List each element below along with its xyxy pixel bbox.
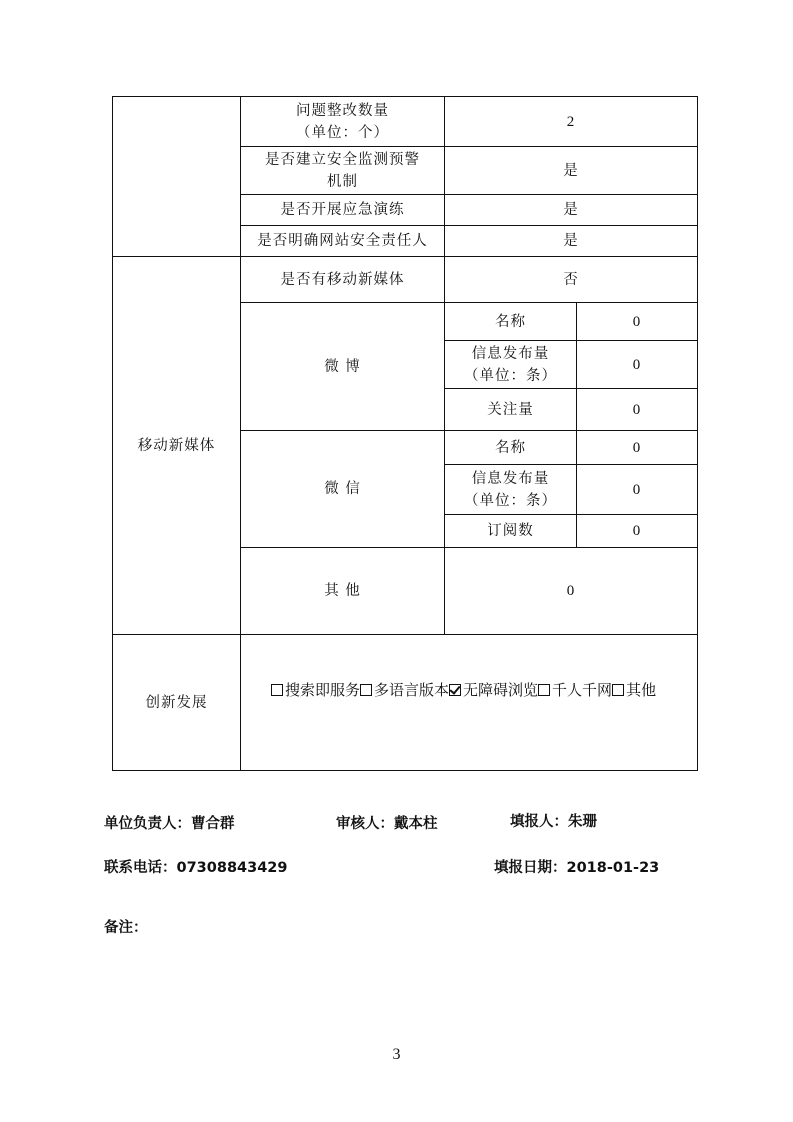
weibo-follow-value: 0 (577, 389, 698, 431)
wechat-posts-value: 0 (577, 465, 698, 515)
option-label: 多语言版本 (374, 681, 450, 699)
responsible-label: 是否明确网站安全责任人 (241, 226, 445, 257)
option-label: 其他 (626, 681, 657, 699)
wechat-sub-label: 订阅数 (445, 515, 577, 548)
monitor-label-line2: 机制 (327, 173, 358, 190)
weibo-label: 微 博 (241, 303, 445, 431)
report-table (112, 96, 698, 771)
option-personalized[interactable] (538, 681, 612, 699)
weibo-follow-label: 关注量 (445, 389, 577, 431)
remark-label: 备注： (104, 920, 148, 936)
checkbox-unchecked-icon[interactable] (538, 684, 550, 696)
wechat-posts-label-cell (445, 465, 577, 515)
option-label: 搜索即服务 (285, 681, 361, 699)
drill-label: 是否开展应急演练 (241, 195, 445, 226)
wechat-posts-unit: （单位：条） (464, 492, 557, 509)
option-label: 千人千网 (552, 681, 613, 699)
option-label: 无障碍浏览 (463, 681, 539, 699)
weibo-name-label: 名称 (445, 303, 577, 341)
monitor-label-line1: 是否建立安全监测预警 (265, 151, 420, 168)
wechat-sub-value: 0 (577, 515, 698, 548)
option-accessible-browsing[interactable] (449, 681, 538, 699)
checkbox-unchecked-icon[interactable] (360, 684, 372, 696)
unit-head: 单位负责人：曹合群 (104, 816, 235, 832)
media-section-label: 移动新媒体 (113, 257, 241, 635)
has-media-value: 否 (445, 257, 698, 303)
checkbox-unchecked-icon[interactable] (271, 684, 283, 696)
wechat-posts-label: 信息发布量 (471, 470, 550, 487)
option-other[interactable] (612, 681, 656, 699)
row-rectify-count (113, 97, 698, 147)
wechat-name-value: 0 (577, 431, 698, 465)
innovation-label: 创新发展 (113, 635, 241, 771)
page-number: 3 (392, 1046, 401, 1063)
monitor-label-cell (241, 147, 445, 195)
filler: 填报人：朱珊 (510, 814, 597, 830)
other-media-label: 其 他 (241, 548, 445, 635)
innovation-options (241, 635, 698, 771)
has-media-label: 是否有移动新媒体 (241, 257, 445, 303)
wechat-label: 微 信 (241, 431, 445, 548)
responsible-value: 是 (445, 226, 698, 257)
checkbox-checked-icon[interactable] (449, 684, 461, 696)
checkbox-unchecked-icon[interactable] (612, 684, 624, 696)
wechat-name-label: 名称 (445, 431, 577, 465)
monitor-value: 是 (445, 147, 698, 195)
rectify-label: 问题整改数量 (296, 102, 389, 119)
contact-phone: 联系电话：07308843429 (104, 860, 288, 876)
row-innovation (113, 635, 698, 771)
weibo-posts-label: 信息发布量 (471, 345, 550, 362)
weibo-posts-value: 0 (577, 341, 698, 389)
other-media-value: 0 (445, 548, 698, 635)
rectify-label-cell (241, 97, 445, 147)
option-multilingual[interactable] (360, 681, 449, 699)
option-search-as-service[interactable] (271, 681, 360, 699)
security-section-cell (113, 97, 241, 257)
drill-value: 是 (445, 195, 698, 226)
row-has-media (113, 257, 698, 303)
reviewer: 审核人：戴本柱 (336, 816, 438, 832)
weibo-posts-unit: （单位：条） (464, 367, 557, 384)
report-date: 填报日期：2018-01-23 (494, 860, 660, 876)
weibo-name-value: 0 (577, 303, 698, 341)
rectify-value: 2 (445, 97, 698, 147)
rectify-unit: （单位：个） (296, 124, 389, 141)
weibo-posts-label-cell (445, 341, 577, 389)
